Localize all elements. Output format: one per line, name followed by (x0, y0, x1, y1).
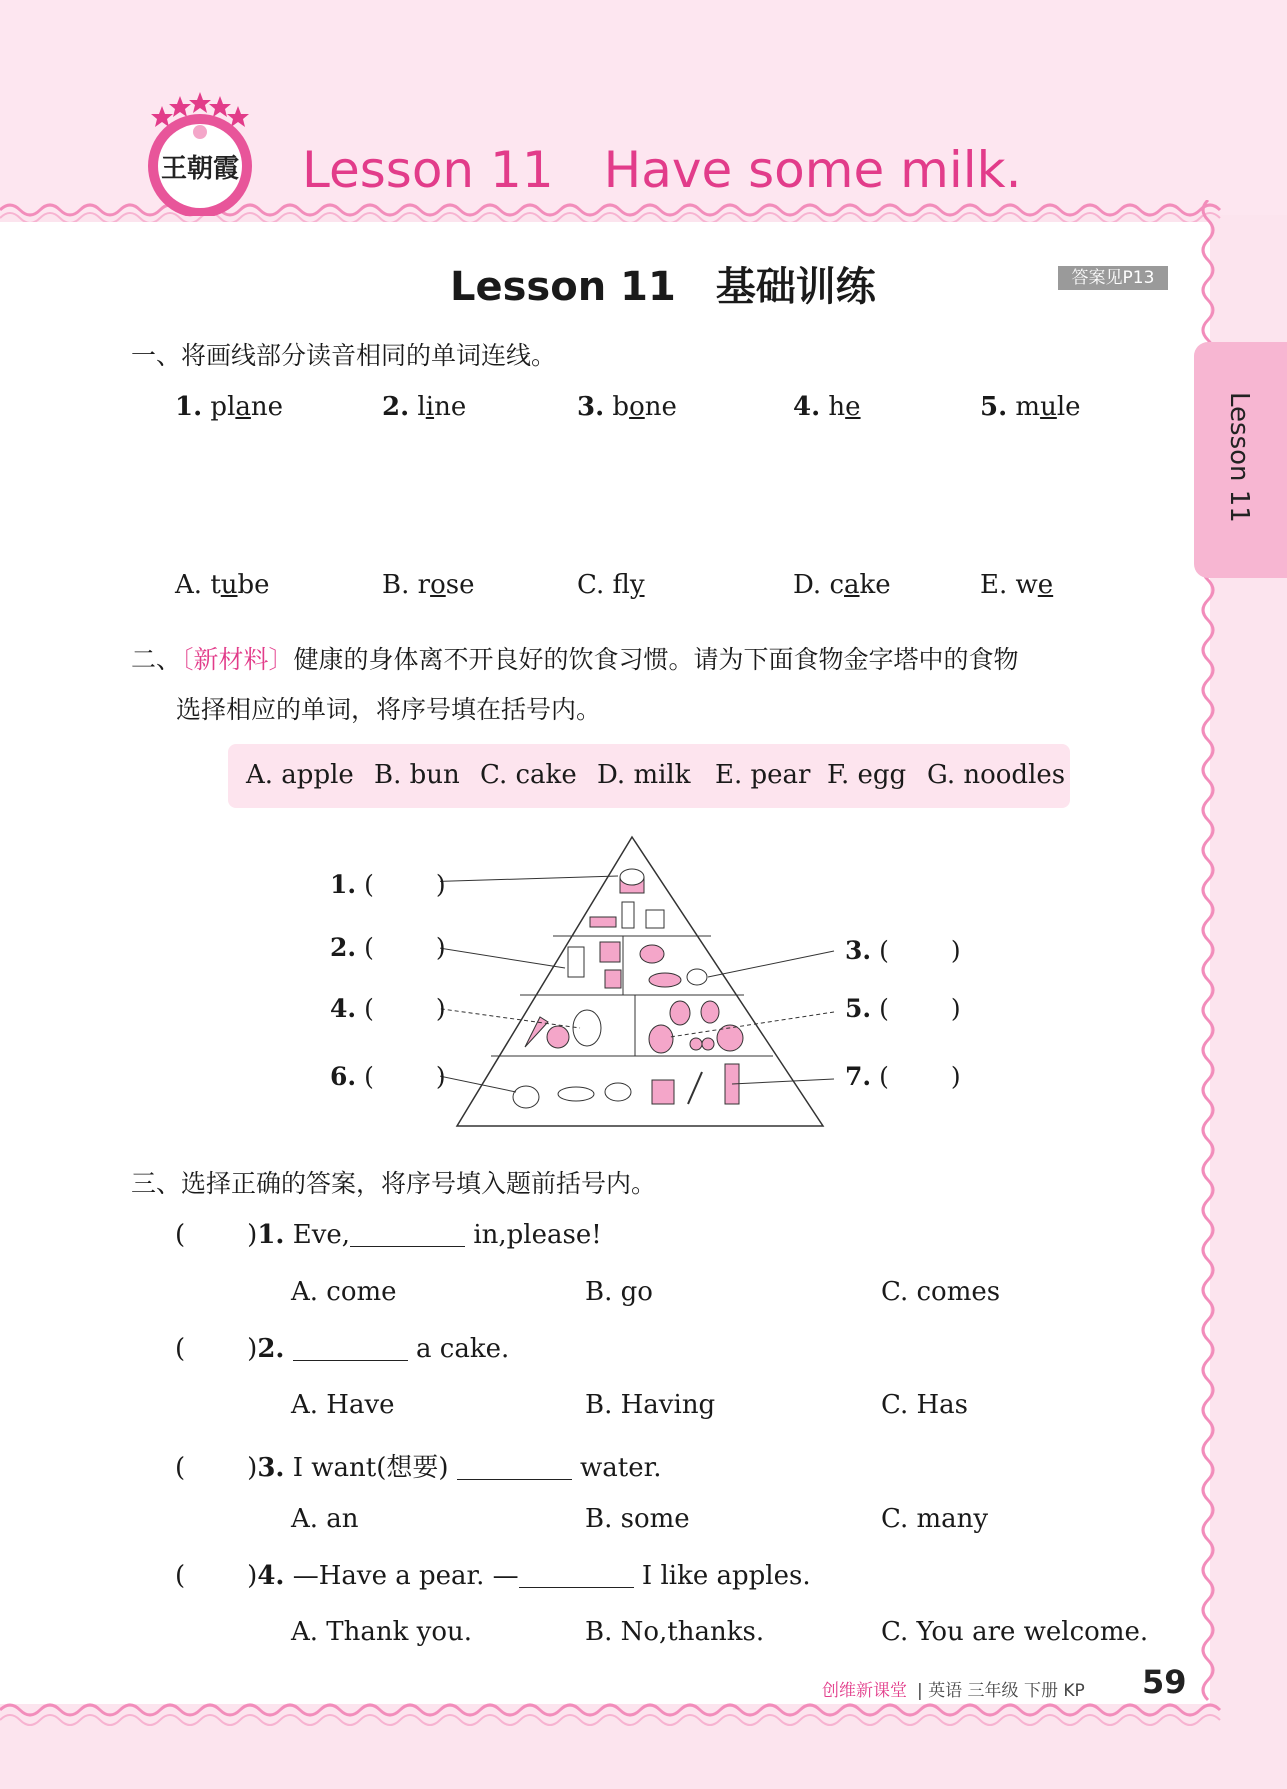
pyramid-blank-5[interactable]: 5. ( ) (845, 994, 961, 1023)
bun-icon (513, 1086, 539, 1108)
pyramid-blank-3[interactable]: 3. ( ) (845, 936, 961, 965)
choice-option[interactable]: C. comes (881, 1277, 1001, 1307)
wheat-icon (688, 1072, 702, 1104)
section1-title: 一、将画线部分读音相同的单词连线。 (131, 341, 557, 370)
word-option: A. apple (246, 760, 354, 790)
cabbage-icon (573, 1010, 601, 1046)
match-bottom-item[interactable]: E. we (980, 570, 1054, 600)
match-top-item[interactable]: 5. mule (980, 392, 1081, 422)
bread-icon (652, 1080, 674, 1104)
logo-text: 王朝霞 (160, 154, 239, 184)
carrot-icon (525, 1017, 548, 1047)
answer-blank (519, 1561, 634, 1588)
word-option: C. cake (480, 760, 577, 790)
answer-blank (457, 1453, 572, 1480)
noodles-icon (558, 1087, 594, 1101)
choice-option[interactable]: C. many (881, 1504, 989, 1534)
milk-icon (568, 947, 584, 977)
section3-title: 三、选择正确的答案，将序号填入题前括号内。 (131, 1169, 657, 1198)
tomato-icon (547, 1026, 569, 1048)
choice-option[interactable]: A. Thank you. (291, 1617, 473, 1647)
question-2[interactable]: ( )2. a cake. (175, 1334, 510, 1364)
meat-icon (640, 945, 664, 963)
side-tab (1194, 342, 1287, 578)
cheese-icon (600, 942, 620, 962)
side-tab-label: Lesson 11 (1224, 392, 1254, 523)
section2-title-line2: 选择相应的单词，将序号填在括号内。 (176, 695, 602, 724)
match-top-item[interactable]: 4. he (793, 392, 861, 422)
sweets-icon (590, 902, 664, 928)
page-number: 59 (1142, 1663, 1187, 1701)
yogurt-icon (605, 970, 621, 988)
choice-option[interactable]: C. You are welcome. (881, 1617, 1149, 1647)
choice-option[interactable]: C. Has (881, 1390, 969, 1420)
section2-title: 二、〔新材料〕健康的身体离不开良好的饮食习惯。请为下面食物金字塔中的食物 (131, 645, 1019, 674)
footer-brand: 创维新课堂 (822, 1681, 907, 1701)
pear-icon (649, 1025, 673, 1053)
choice-option[interactable]: B. some (585, 1504, 690, 1534)
choice-option[interactable]: A. Have (291, 1390, 395, 1420)
pyramid-blank-2[interactable]: 2. ( ) (330, 933, 446, 962)
word-option: G. noodles (927, 760, 1066, 790)
strawberry-icon (701, 1001, 719, 1023)
match-bottom-item[interactable]: B. rose (382, 570, 475, 600)
lesson-title: Lesson 11 Have some milk. (302, 141, 1022, 199)
answer-badge: 答案见P13 (1058, 266, 1168, 290)
match-top-item[interactable]: 3. bone (577, 392, 677, 422)
cherry-icon (690, 1038, 714, 1050)
word-bank (228, 744, 1070, 808)
cake-icon (620, 869, 644, 893)
match-bottom-item[interactable]: A. tube (175, 570, 270, 600)
match-bottom-item[interactable]: C. fly (577, 570, 645, 600)
food-pyramid (440, 832, 840, 1132)
word-option: E. pear (715, 760, 811, 790)
question-4[interactable]: ( )4. —Have a pear. — I like apples. (175, 1561, 811, 1591)
question-1[interactable]: ( )1. Eve, in,please! (175, 1220, 602, 1250)
egg-icon (687, 969, 707, 985)
match-top-item[interactable]: 1. plane (175, 392, 284, 422)
word-option: D. milk (597, 760, 691, 790)
pyramid-blank-1[interactable]: 1. ( ) (330, 870, 446, 899)
new-material-tag: 〔新材料〕 (181, 645, 294, 674)
fish-icon (649, 973, 681, 987)
choice-option[interactable]: B. go (585, 1277, 653, 1307)
choice-option[interactable]: A. come (291, 1277, 397, 1307)
page-subtitle: Lesson 11 基础训练 (450, 264, 876, 310)
word-option: F. egg (827, 760, 907, 790)
grape-icon (670, 1001, 690, 1025)
choice-option[interactable]: B. No,thanks. (585, 1617, 765, 1647)
choice-option[interactable]: B. Having (585, 1390, 716, 1420)
bottom-wave-border (0, 1700, 1287, 1730)
rice-icon (605, 1083, 631, 1101)
word-option: B. bun (374, 760, 460, 790)
pyramid-blank-4[interactable]: 4. ( ) (330, 994, 446, 1023)
answer-blank (350, 1220, 465, 1247)
match-bottom-item[interactable]: D. cake (793, 570, 891, 600)
question-3[interactable]: ( )3. I want(想要) water. (175, 1453, 662, 1483)
answer-blank (293, 1334, 408, 1361)
footer-info: | 英语 三年级 下册 KP (917, 1681, 1085, 1701)
publisher-logo (140, 88, 260, 216)
choice-option[interactable]: A. an (291, 1504, 359, 1534)
match-top-item[interactable]: 2. line (382, 392, 467, 422)
pyramid-blank-7[interactable]: 7. ( ) (845, 1062, 961, 1091)
pyramid-blank-6[interactable]: 6. ( ) (330, 1062, 446, 1091)
